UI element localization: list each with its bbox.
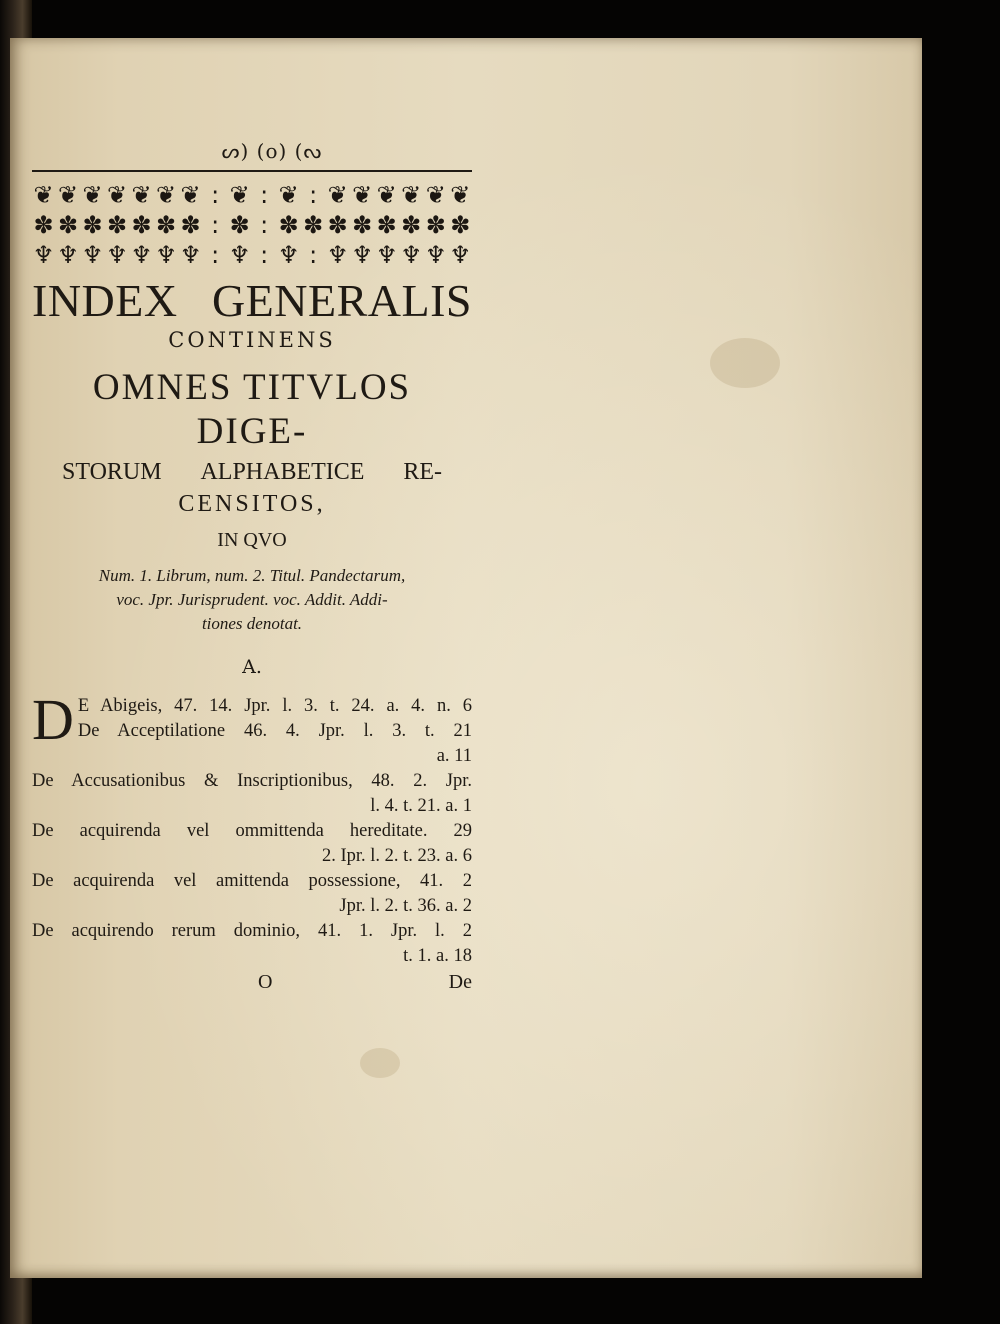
ornament-glyph: : <box>211 241 220 269</box>
signature-mark: O <box>258 971 273 993</box>
ornament-glyph: ♆ <box>400 241 422 269</box>
entry-continuation: t. 1. a. 18 <box>403 946 472 966</box>
ornament-glyph: ✽ <box>401 211 422 239</box>
ornament-glyph: ❦ <box>278 181 299 209</box>
ornament-glyph: ❦ <box>401 181 422 209</box>
entry-continuation: a. 11 <box>436 746 472 766</box>
title-line-2: CONTINENS <box>168 328 336 352</box>
paper-stain <box>360 1048 400 1078</box>
entry-continuation: 2. Ipr. l. 2. t. 23. a. 6 <box>321 846 472 866</box>
ornament-glyph: : <box>260 241 269 269</box>
legend-line-2: voc. Jpr. Jurisprudent. voc. Addit. Addi- <box>116 590 388 609</box>
ornament-glyph: ✽ <box>156 211 177 239</box>
ornament-glyph: : <box>309 181 318 209</box>
ornament-glyph: ♆ <box>106 241 128 269</box>
entry-text: De acquirenda vel ommittenda hereditate. 29 <box>32 821 472 841</box>
ornament-glyph: : <box>260 211 269 239</box>
legend-line-3: tiones denotat. <box>201 614 303 633</box>
index-entry <box>32 769 472 819</box>
ornament-glyph: ♆ <box>326 241 349 269</box>
ornament-glyph: ✽ <box>229 211 250 239</box>
head-rule <box>32 170 472 172</box>
ornament-glyph: ❦ <box>425 181 446 209</box>
ornament-row-fleuron <box>32 180 472 210</box>
index-entry <box>32 819 472 869</box>
title-word-storum: STORUM <box>62 459 162 485</box>
ornament-glyph: ✽ <box>303 211 324 239</box>
entry-continuation: l. 4. t. 21. a. 1 <box>370 796 472 816</box>
ornament-glyph: ♆ <box>228 241 251 269</box>
title-word-index: INDEX <box>32 275 178 326</box>
ornament-glyph: ❦ <box>327 181 348 209</box>
entry-text: De Acceptilatione 46. 4. Jpr. l. 3. t. 21 <box>77 721 472 741</box>
ornament-glyph: : <box>260 181 269 209</box>
entry-continuation: Jpr. l. 2. t. 36. a. 2 <box>339 896 472 916</box>
ornament-row-star <box>32 210 472 240</box>
ornament-glyph: ✽ <box>352 211 373 239</box>
title-line-3: OMNES TITVLOS DIGE- <box>92 367 412 452</box>
index-entries <box>32 687 472 969</box>
title-line-4 <box>32 456 472 488</box>
index-entry <box>32 719 472 769</box>
ornament-glyph: ♆ <box>424 241 447 269</box>
ornament-glyph: ✽ <box>106 211 128 239</box>
book-page <box>10 38 922 1278</box>
ornament-glyph: ✽ <box>33 211 54 239</box>
ornament-glyph: ♆ <box>81 241 104 269</box>
ornament-glyph: : <box>309 241 318 269</box>
catchword: De <box>448 971 472 993</box>
ornament-glyph: ✽ <box>450 211 471 239</box>
entry-text: De acquirenda vel amittenda possessione, 41. 2 <box>32 871 472 891</box>
ornament-glyph: ❦ <box>82 181 103 209</box>
ornament-band <box>32 180 472 270</box>
title-word-re: RE- <box>403 459 442 485</box>
index-entry <box>32 919 472 969</box>
drop-cap: D <box>32 687 74 752</box>
ornament-glyph: ❦ <box>229 181 250 209</box>
ornament-glyph: ✽ <box>180 211 201 239</box>
ornament-glyph: ❦ <box>376 181 397 209</box>
ornament-glyph: ❦ <box>33 181 54 209</box>
ornament-glyph: ♆ <box>277 241 300 269</box>
title-line-5: CENSITOS, <box>178 491 326 517</box>
entry-text: E Abigeis, 47. 14. Jpr. l. 3. t. 24. a. 4. n. 6 <box>77 696 472 716</box>
ornament-glyph: ✽ <box>278 211 299 239</box>
ornament-glyph: ♆ <box>375 241 398 269</box>
ornament-row-acorn <box>32 240 472 270</box>
ornament-glyph: ✽ <box>376 211 397 239</box>
entry-text: De Accusationibus & Inscriptionibus, 48. 2. Jpr. <box>32 771 472 791</box>
ornament-glyph: ❦ <box>57 181 79 209</box>
section-letter: A. <box>242 656 262 678</box>
legend-line-1: Num. 1. Librum, num. 2. Titul. Pandectarum, <box>98 566 406 585</box>
ornament-glyph: ❦ <box>450 181 471 209</box>
ornament-glyph: ♆ <box>130 241 153 269</box>
ornament-glyph: ♆ <box>32 241 55 269</box>
abbreviation-legend <box>32 564 472 636</box>
ornament-glyph: ✽ <box>82 211 103 239</box>
text-column <box>32 138 472 994</box>
entry-text: De acquirendo rerum dominio, 41. 1. Jpr. l. 2 <box>32 921 472 941</box>
ornament-glyph: ❦ <box>180 181 201 209</box>
ornament-glyph: : <box>211 181 220 209</box>
ornament-glyph: ♆ <box>57 241 79 269</box>
paper-stain <box>710 338 780 388</box>
index-entry <box>32 869 472 919</box>
ornament-glyph: ✽ <box>327 211 348 239</box>
ornament-glyph: ✽ <box>131 211 152 239</box>
ornament-glyph: : <box>211 211 220 239</box>
running-head: ᔕ) (o) (ᔓ <box>221 139 323 163</box>
ornament-glyph: ♆ <box>449 241 472 269</box>
ornament-glyph: ❦ <box>156 181 177 209</box>
ornament-glyph: ♆ <box>351 241 373 269</box>
ornament-glyph: ✽ <box>57 211 79 239</box>
title-line-6: IN QVO <box>217 529 287 551</box>
ornament-glyph: ❦ <box>131 181 152 209</box>
ornament-glyph: ❦ <box>352 181 373 209</box>
ornament-glyph: ♆ <box>155 241 177 269</box>
ornament-glyph: ✽ <box>425 211 446 239</box>
title-word-alphabetice: ALPHABETICE <box>200 459 365 485</box>
ornament-glyph: ♆ <box>179 241 202 269</box>
title-line-1 <box>32 276 472 326</box>
ornament-glyph: ❦ <box>106 181 128 209</box>
title-word-generalis: GENERALIS <box>211 275 472 326</box>
page-footer <box>32 971 472 994</box>
